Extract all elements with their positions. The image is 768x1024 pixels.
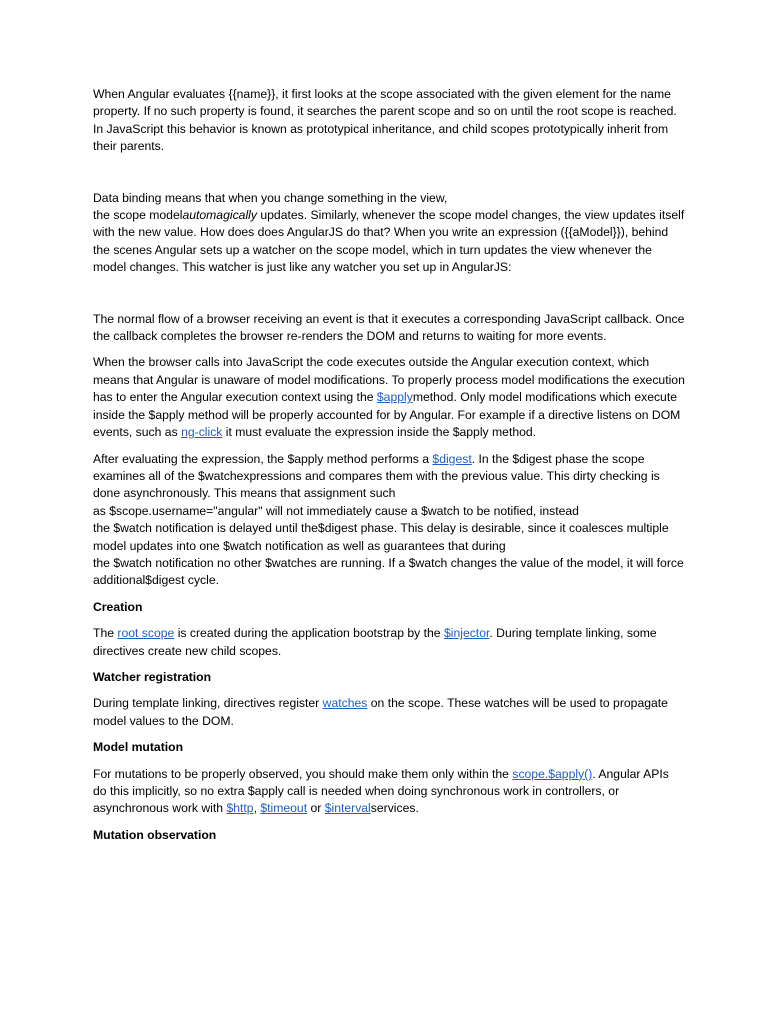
mutation-text-2: . Angular APIs do this implicitly, so no extra $apply call is needed when doing synchronous work in controllers, or asynchronous work with: [93, 766, 669, 816]
apply-text-3: it must evaluate the expression inside the $apply method.: [222, 425, 537, 440]
heading-mutation-observation: Mutation observation: [93, 827, 217, 842]
apply-text-1: When the browser calls into JavaScript the code executes outside the Angular execution context, which means that Angular is unaware of model modifications. To properly process model modifications the execution has to enter the Angular execution context using the: [93, 355, 685, 405]
paragraph-scope-inheritance: When Angular evaluates {{name}}, it first looks at the scope associated with the given element for the name property. If no such property is found, it searches the parent scope and so on until the root scope is reached. In JavaScript this behavior is known as prototypical inheritance, and child scopes prototypically inherit from their parents.: [93, 87, 677, 154]
digest-text-4: the $watch notification is delayed until the$digest phase. This delay is desirable, since it coalesces multiple model updates into one $watch notification as well as guarantees that during: [93, 521, 669, 553]
watcher-text-1: During template linking, directives register: [93, 696, 323, 711]
creation-text-2: is created during the application bootstrap by the: [174, 626, 444, 641]
root-scope-link[interactable]: root scope: [117, 626, 175, 641]
scope-apply-link[interactable]: scope.$apply(): [512, 766, 593, 781]
ng-click-link[interactable]: ng-click: [181, 425, 223, 440]
paragraph-digest: [93, 451, 685, 590]
digest-text-2: . In the $digest phase the scope examines all of the $watchexpressions and compares them with the previous value. This dirty checking is done asynchronously. This means that assignment such: [93, 451, 660, 501]
paragraph-watcher-registration: [93, 695, 685, 730]
digest-link[interactable]: $digest: [432, 451, 472, 466]
data-binding-text-a: the scope model: [93, 208, 183, 223]
automagically-emphasis: automagically: [182, 208, 257, 223]
creation-text-3: . During template linking, some directives create new child scopes.: [93, 626, 657, 658]
paragraph-browser-flow: The normal flow of a browser receiving an event is that it executes a corresponding JavaScript callback. Once the callback completes the browser re-renders the DOM and returns to waiting for more events.: [93, 311, 685, 344]
document-page: [93, 86, 685, 853]
digest-text-5: the $watch notification no other $watches are running. If a $watch changes the value of the model, it will force additional$digest cycle.: [93, 555, 684, 588]
paragraph-creation: [93, 625, 685, 660]
data-binding-text-b: updates. Similarly, whenever the scope model changes, the view updates itself with the new value. How does does AngularJS do that? When you write an expression ({{aModel}}), behind the scenes Angular sets up a watcher on the scope model, which in turn updates the view whenever the model changes. This watcher is just like any watcher you set up in AngularJS:: [93, 208, 685, 275]
digest-text-3: as $scope.username="angular" will not immediately cause a $watch to be notified, instead: [93, 503, 579, 518]
paragraph-data-binding: [93, 190, 685, 277]
mutation-text-5: services.: [370, 801, 419, 816]
data-binding-line1: Data binding means that when you change something in the view,: [93, 190, 448, 205]
interval-link[interactable]: $interval: [324, 801, 371, 816]
apply-text-2: method. Only model modifications which execute inside the $apply method will be properly accounted for by Angular. For example if a directive listens on DOM events, such as: [93, 390, 681, 440]
apply-link[interactable]: $apply: [376, 390, 413, 405]
mutation-text-4: or: [307, 801, 325, 816]
heading-watcher-registration: Watcher registration: [93, 669, 212, 684]
timeout-link[interactable]: $timeout: [260, 801, 308, 816]
digest-text-1: After evaluating the expression, the $apply method performs a: [93, 451, 433, 466]
heading-creation: Creation: [93, 599, 143, 614]
paragraph-model-mutation: [93, 766, 685, 818]
mutation-text-3: ,: [253, 801, 261, 816]
paragraph-apply: [93, 354, 685, 441]
mutation-text-1: For mutations to be properly observed, you should make them only within the: [93, 766, 513, 781]
creation-text-1: The: [93, 626, 118, 641]
watcher-text-2: on the scope. These watches will be used to propagate model values to the DOM.: [93, 696, 668, 728]
heading-model-mutation: Model mutation: [93, 740, 184, 755]
http-link[interactable]: $http: [226, 801, 254, 816]
watches-link[interactable]: watches: [322, 696, 368, 711]
injector-link[interactable]: $injector: [443, 626, 490, 641]
